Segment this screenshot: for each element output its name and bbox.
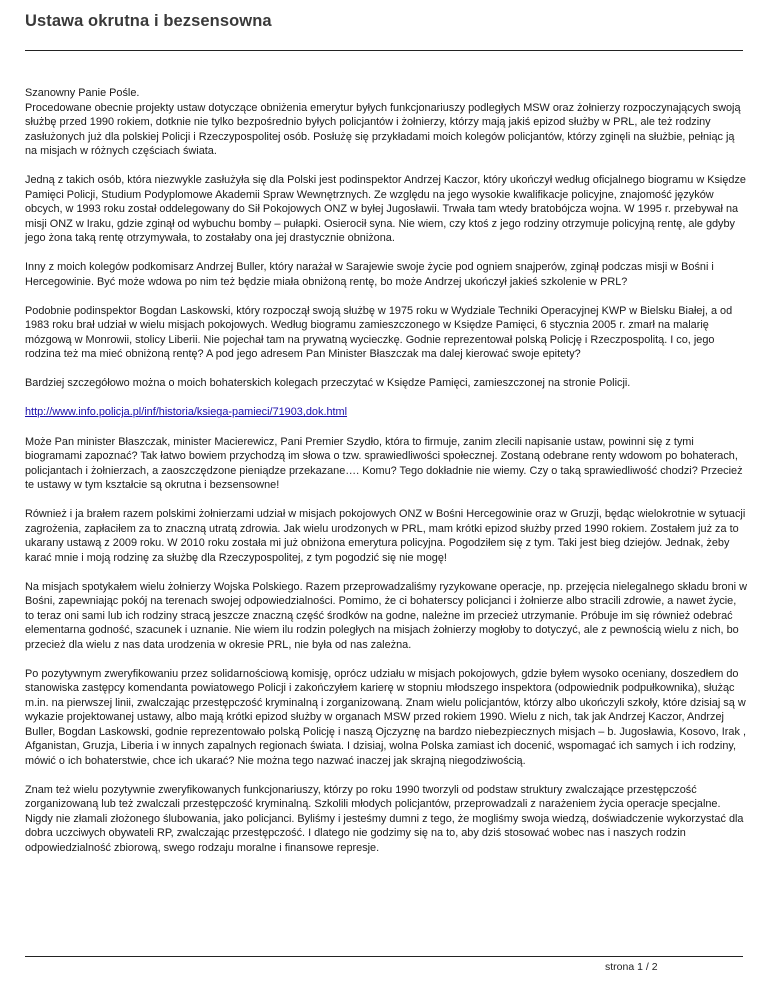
page-title: Ustawa okrutna i bezsensowna [25,12,272,30]
page-number: strona 1 / 2 [605,961,658,973]
paragraph-greeting-intro: Szanowny Panie Pośle. Procedowane obecnie projekty ustaw dotyczące obniżenia emerytur byłych funkcjonariuszy podległych MSW oraz żołnierzy rozpoczynających swoją służbę przed 1990 rokiem, dotknie nie tylko bezpośrednio byłych policjantów i żołnierzy, którzy mają jakiś epizod służby w PRL, ale też rodziny zasłużonych już dla polskiej Policji i Rzeczypospolitej osób. Posłużę się przykładami moich kolegów policjantów, którzy zginęli na służbie, pełniąc ją na misjach w różnych częściach świata. [25,87,741,157]
ksiega-pamieci-link[interactable]: http://www.info.policja.pl/inf/historia/ksiega-pamieci/71903,dok.html [25,406,348,419]
paragraph-soldiers: Na misjach spotykałem wielu żołnierzy Wojska Polskiego. Razem przeprowadzaliśmy ryzykowane operacje, np. przejęcia nielegalnego składu broni w Bośni, zapewniając pokój na terenach swojej odpowiedzialności. Pomimo, że ci bohaterscy policjanci i żołnierze albo stracili zdrowie, a nawet życie, to teraz oni sami lub ich rodziny stracą jeszcze znaczną część środków na godne, należne im przecież utrzymanie. Próbuje im się również odebrać elementarna godność, szacunek i uznanie. Nie wiem ilu rodzin poległych na misjach żołnierzy mogłoby to dotyczyć, ale z pewnością wielu z nich, bo przecież dla wielu z nas data urodzenia w okresie PRL, nie była od nas zależna. [25,580,747,651]
link-paragraph [25,405,747,420]
paragraph-author-missions: Również i ja brałem razem polskimi żołnierzami udział w misjach pokojowych ONZ w Bośni Hercegowinie oraz w Gruzji, będąc wielokrotnie w sytuacji zagrożenia, zapłaciłem za to znaczną utratą zdrowia. Jak wielu urodzonych w PRL, mam krótki epizod służby przed 1990 rokiem. Zostałem już za to ukarany ustawą z 2009 roku. W 2010 roku została mi już obniżona emerytura policyjna. Pogodziłem się z tym. Taki jest bieg dziejów. Jednak, żeby karać mnie i moją rodzinę za służbę dla Rzeczypospolitej, z tym pogodzić się nie mogę! [25,508,746,564]
article-body [25,86,747,870]
paragraph-kaczor: Jedną z takich osób, która niezwykle zasłużyła się dla Polski jest podinspektor Andrzej Kaczor, który ukończył według oficjalnego biogramu w Księdze Pamięci Policji, Studium Podyplomowe Akademii Spraw Wewnętrznych. Ze względu na jego wysokie kwalifikacje policyjne, znajomość języków obcych, w 1993 roku został oddelegowany do Sił Pokojowych ONZ w byłej Jugosławii. Trwała tam wtedy bratobójcza wojna. W 1995 r. przebywał na misji ONZ w Iraku, gdzie zginął od wybuchu bomby – pułapki. Osierocił syna. Nie wiem, czy ktoś z jego rodziny otrzymuje policyjną rentę, ale gdyby jego żona taką rentę otrzymywała, to zostałaby ona jej drastycznie obniżona. [25,174,746,245]
paragraph-verification: Po pozytywnym zweryfikowaniu przez solidarnościową komisję, oprócz udziału w misjach pokojowych, gdzie byłem wysoko oceniany, doszedłem do stanowiska zastępcy komendanta powiatowego Policji i zakończyłem karierę w stopniu młodszego inspektora (odpowiednik podpułkownika), służąc m.in. na pierwszej linii, zwalczając przestępczość kryminalną i zorganizowaną. Znam wielu policjantów, którzy albo ukończyli szkoły, które dzisiaj są w wykazie projektowanej ustawy, albo mają krótki epizod służby w organach MSW przed rokiem 1990. Wielu z nich, tak jak Andrzej Kaczor, Andrzej Buller, Bogdan Laskowski, godnie reprezentowało polską Policję i naszą Ojczyznę na bardzo niebezpiecznych misjach – b. Jugosławia, Kosovo, Irak , Afganistan, Gruzja, Liberia i w innych zapalnych regionach świata. I dzisiaj, wolna Polska zamiast ich docenić, wspomagać ich samych i ich rodziny, mówić o ich bohaterstwie, chce ich ukarać? Nie można tego nazwać inaczej jak skrajną niegodziwością. [25,667,746,767]
paragraph-officers: Znam też wielu pozytywnie zweryfikowanych funkcjonariuszy, którzy po roku 1990 tworzyli od podstaw struktury zwalczające przestępczość zorganizowaną lub też zwalczali przestępczość kryminalną. Szkolili młodych policjantów, przeprowadzali z narażeniem życia operacje specjalne. Nigdy nie złamali złożonego ślubowania, jako policjanci. Byliśmy i jesteśmy dumni z tego, że mogliśmy swoja wiedzą, doświadczenie wykorzystać dla dobra uczciwych obywateli RP, zwalczając przestępczość. I dlatego nie godzimy się na to, aby dziś stosować wobec nas i naszych rodzin odpowiedzialność zbiorową, swego rodzaju moralne i finansowe represje. [25,783,744,854]
footer-divider [25,956,743,957]
header-divider [25,50,743,51]
paragraph-buller: Inny z moich kolegów podkomisarz Andrzej Buller, który narażał w Sarajewie swoje życie pod ogniem snajperów, zginął podczas misji w Bośni i Hercegowinie. Być może wdowa po nim też będzie miała obniżoną rentę, bo może Andrzej ukończył jakieś szkolenie w PRL? [25,261,714,288]
paragraph-laskowski: Podobnie podinspektor Bogdan Laskowski, który rozpoczął swoją służbę w 1975 roku w Wydziale Techniki Operacyjnej KWP w Bielsku Białej, a od 1983 roku brał udział w wielu misjach pokojowych. Według biogramu zamieszczonego w Księdze Pamięci, 6 stycznia 2005 r. zmarł na malarię mózgową w Monrowii, stolicy Liberii. Nie pojechał tam na prywatną wycieczkę. Godnie reprezentował polską Policję i Rzeczpospolitą. I co, jego rodzina też ma mieć obniżoną rentę? A pod jego adresem Pan Minister Błaszczak ma dalej kierować swoje epitety? [25,304,733,361]
paragraph-ministers: Może Pan minister Błaszczak, minister Macierewicz, Pani Premier Szydło, która to firmuje, zanim zlecili napisanie ustaw, powinni się z tymi biogramami zapoznać? Tak łatwo bowiem przychodzą im słowa o tzw. sprawiedliwości społecznej. Zostaną odebrane renty wdowom po bohaterach, policjantach i żołnierzach, a zaoszczędzone pieniądze przekazane…. Komu? Tego dokładnie nie wiemy. Czy o taką sprawiedliwość chodzi? Przecież te ustawy w tym kształcie są okrutna i bezsensowne! [25,435,743,492]
paragraph-ksiega-pamieci: Bardziej szczegółowo można o moich bohaterskich kolegach przeczytać w Księdze Pamięci, zamieszczonej na stronie Policji. [25,377,631,390]
